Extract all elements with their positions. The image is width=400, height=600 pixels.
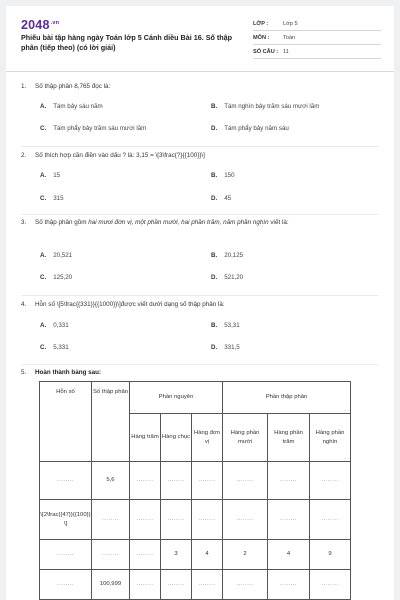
q1-option-a[interactable]	[40, 103, 103, 110]
table-cell[interactable]: ........	[40, 570, 92, 600]
option-text: 0,331	[53, 322, 69, 329]
header-thousandths: Hàng phần nghìn	[310, 414, 351, 462]
table-cell[interactable]: ........	[223, 462, 268, 500]
header-mixed-number: Hỗn số	[40, 382, 92, 462]
table-cell[interactable]: ........	[92, 540, 130, 570]
option-text: 20,125	[224, 252, 244, 259]
site-logo[interactable]	[21, 18, 59, 32]
table-cell: 2	[223, 540, 268, 570]
question-number: 4.	[21, 301, 27, 308]
q4-option-d[interactable]	[211, 344, 240, 351]
option-key: C.	[40, 195, 47, 202]
option-key: A.	[40, 172, 47, 179]
table-cell[interactable]: ........	[310, 500, 351, 540]
table-row	[40, 570, 351, 600]
worksheet-header	[6, 6, 394, 72]
option-text: 15	[53, 172, 61, 179]
logo-suffix: .vn	[50, 19, 60, 26]
table-cell[interactable]: ........	[310, 462, 351, 500]
option-text: 20,521	[53, 252, 73, 259]
option-key: C.	[40, 125, 47, 132]
option-key: C.	[40, 274, 47, 281]
q3-option-b[interactable]	[211, 252, 243, 259]
table-cell[interactable]: ........	[223, 500, 268, 540]
header-units: Hàng đơn vị	[192, 414, 223, 462]
q4-option-b[interactable]	[211, 322, 240, 329]
option-key: A.	[40, 103, 47, 110]
question-text: Số thích hợp cần điền vào dấu ? là: 3,15 = \[3\frac{?}{{100}}\]	[35, 152, 205, 159]
option-key: B.	[211, 103, 218, 110]
q3-option-d[interactable]	[211, 274, 243, 281]
table-cell: \[2\frac{{47}}{{100}}\]	[40, 500, 92, 540]
place-value-table	[39, 381, 351, 600]
header-decimal: Số thập phân	[92, 382, 130, 462]
q1-option-d[interactable]	[211, 125, 289, 132]
option-text: 125,20	[53, 274, 73, 281]
q2-option-c[interactable]	[40, 195, 64, 202]
option-text: Tám bảy sáu năm	[53, 103, 103, 110]
table-cell[interactable]: ........	[161, 462, 192, 500]
q3-option-c[interactable]	[40, 274, 72, 281]
question-text: Hoàn thành bảng sau:	[35, 369, 102, 376]
table-cell: 4	[268, 540, 310, 570]
q2-option-a[interactable]	[40, 172, 60, 179]
option-text: 53,31	[224, 322, 240, 329]
question-number: 2.	[21, 152, 27, 159]
option-key: B.	[211, 322, 218, 329]
question-text-end: viết là:	[268, 219, 289, 226]
table-cell: 5,6	[92, 462, 130, 500]
q3-option-a[interactable]	[40, 252, 72, 259]
q1-option-b[interactable]	[211, 103, 319, 110]
option-text: 45	[224, 195, 232, 202]
option-text: 521,20	[224, 274, 244, 281]
table-cell[interactable]: ........	[92, 500, 130, 540]
table-cell[interactable]: ........	[223, 570, 268, 600]
option-key: C.	[40, 344, 47, 351]
table-cell[interactable]: ........	[161, 500, 192, 540]
table-cell: 3	[161, 540, 192, 570]
option-key: D.	[211, 274, 218, 281]
divider	[21, 295, 379, 296]
header-tens: Hàng chục	[161, 414, 192, 462]
question-number: 1.	[21, 83, 27, 90]
question-number: 3.	[21, 219, 27, 226]
question-text	[35, 219, 289, 226]
table-cell[interactable]: ........	[130, 500, 161, 540]
meta-subject-row	[253, 33, 381, 45]
option-text: Tám phẩy bảy năm sáu	[224, 125, 289, 132]
header-integer-part: Phần nguyên	[130, 382, 223, 414]
table-cell[interactable]: ........	[192, 500, 223, 540]
question-text: Hỗn số \[5\frac{{331}}{{1000}}\]được viết dưới dạng số thập phân là:	[35, 301, 225, 308]
option-text: Tám phẩy bảy trăm sáu mươi lăm	[53, 125, 147, 132]
worksheet-title: Phiếu bài tập hàng ngày Toán lớp 5 Cánh diều Bài 16. Số thập phân (tiếp theo) (có lời giải)	[21, 33, 233, 52]
meta-subject-value: Toán	[283, 35, 296, 41]
table-row	[40, 500, 351, 540]
table-cell: 9	[310, 540, 351, 570]
divider	[21, 364, 379, 365]
option-key: A.	[40, 322, 47, 329]
table-row	[40, 462, 351, 500]
option-key: D.	[211, 195, 218, 202]
table-row	[40, 540, 351, 570]
q1-option-c[interactable]	[40, 125, 146, 132]
option-text: 5,331	[53, 344, 69, 351]
worksheet-page	[6, 6, 394, 600]
meta-count-value: 11	[283, 49, 289, 55]
option-text: 150	[224, 172, 235, 179]
option-key: A.	[40, 252, 47, 259]
table-cell[interactable]: ........	[192, 462, 223, 500]
table-cell[interactable]: ........	[268, 462, 310, 500]
header-hundreds: Hàng trăm	[130, 414, 161, 462]
meta-count-label: SỐ CÂU :	[253, 49, 279, 55]
meta-count-row	[253, 47, 381, 59]
option-key: B.	[211, 252, 218, 259]
table-cell: 4	[192, 540, 223, 570]
table-cell[interactable]: ........	[40, 462, 92, 500]
header-hundredths: Hàng phần trăm	[268, 414, 310, 462]
logo-text: 2048	[21, 18, 50, 32]
option-text: 315	[53, 195, 64, 202]
option-key: D.	[211, 344, 218, 351]
q2-option-d[interactable]	[211, 195, 231, 202]
table-cell[interactable]: ........	[130, 570, 161, 600]
option-text: Tám nghìn bảy trăm sáu mươi lăm	[224, 103, 320, 110]
table-cell[interactable]: ........	[310, 570, 351, 600]
divider	[21, 146, 379, 147]
option-key: D.	[211, 125, 218, 132]
q2-option-b[interactable]	[211, 172, 235, 179]
header-decimal-part: Phần thập phân	[223, 382, 351, 414]
question-text: Số thập phân 8,765 đọc là:	[35, 83, 111, 90]
table-cell[interactable]: ........	[130, 540, 161, 570]
table-cell[interactable]: ........	[40, 540, 92, 570]
question-number: 5.	[21, 369, 27, 376]
meta-class-value: Lớp 5	[283, 21, 298, 27]
option-text: 331,5	[224, 344, 240, 351]
meta-class-row	[253, 19, 381, 31]
table-cell[interactable]: ........	[268, 570, 310, 600]
table-cell[interactable]: ........	[268, 500, 310, 540]
table-cell[interactable]: ........	[161, 570, 192, 600]
table-cell[interactable]: ........	[192, 570, 223, 600]
question-text-italic: hai mươi đơn vị, một phần mười, hai phần trăm, năm phần nghìn	[88, 219, 269, 226]
header-tenths: Hàng phần mười	[223, 414, 268, 462]
q4-option-a[interactable]	[40, 322, 69, 329]
q4-option-c[interactable]	[40, 344, 69, 351]
divider	[21, 214, 379, 215]
question-text-start: Số thập phân gồm	[35, 219, 89, 226]
meta-subject-label: MÔN :	[253, 35, 270, 41]
option-key: B.	[211, 172, 218, 179]
table-cell: 100,999	[92, 570, 130, 600]
meta-class-label: LỚP :	[253, 21, 269, 27]
table-cell[interactable]: ........	[130, 462, 161, 500]
